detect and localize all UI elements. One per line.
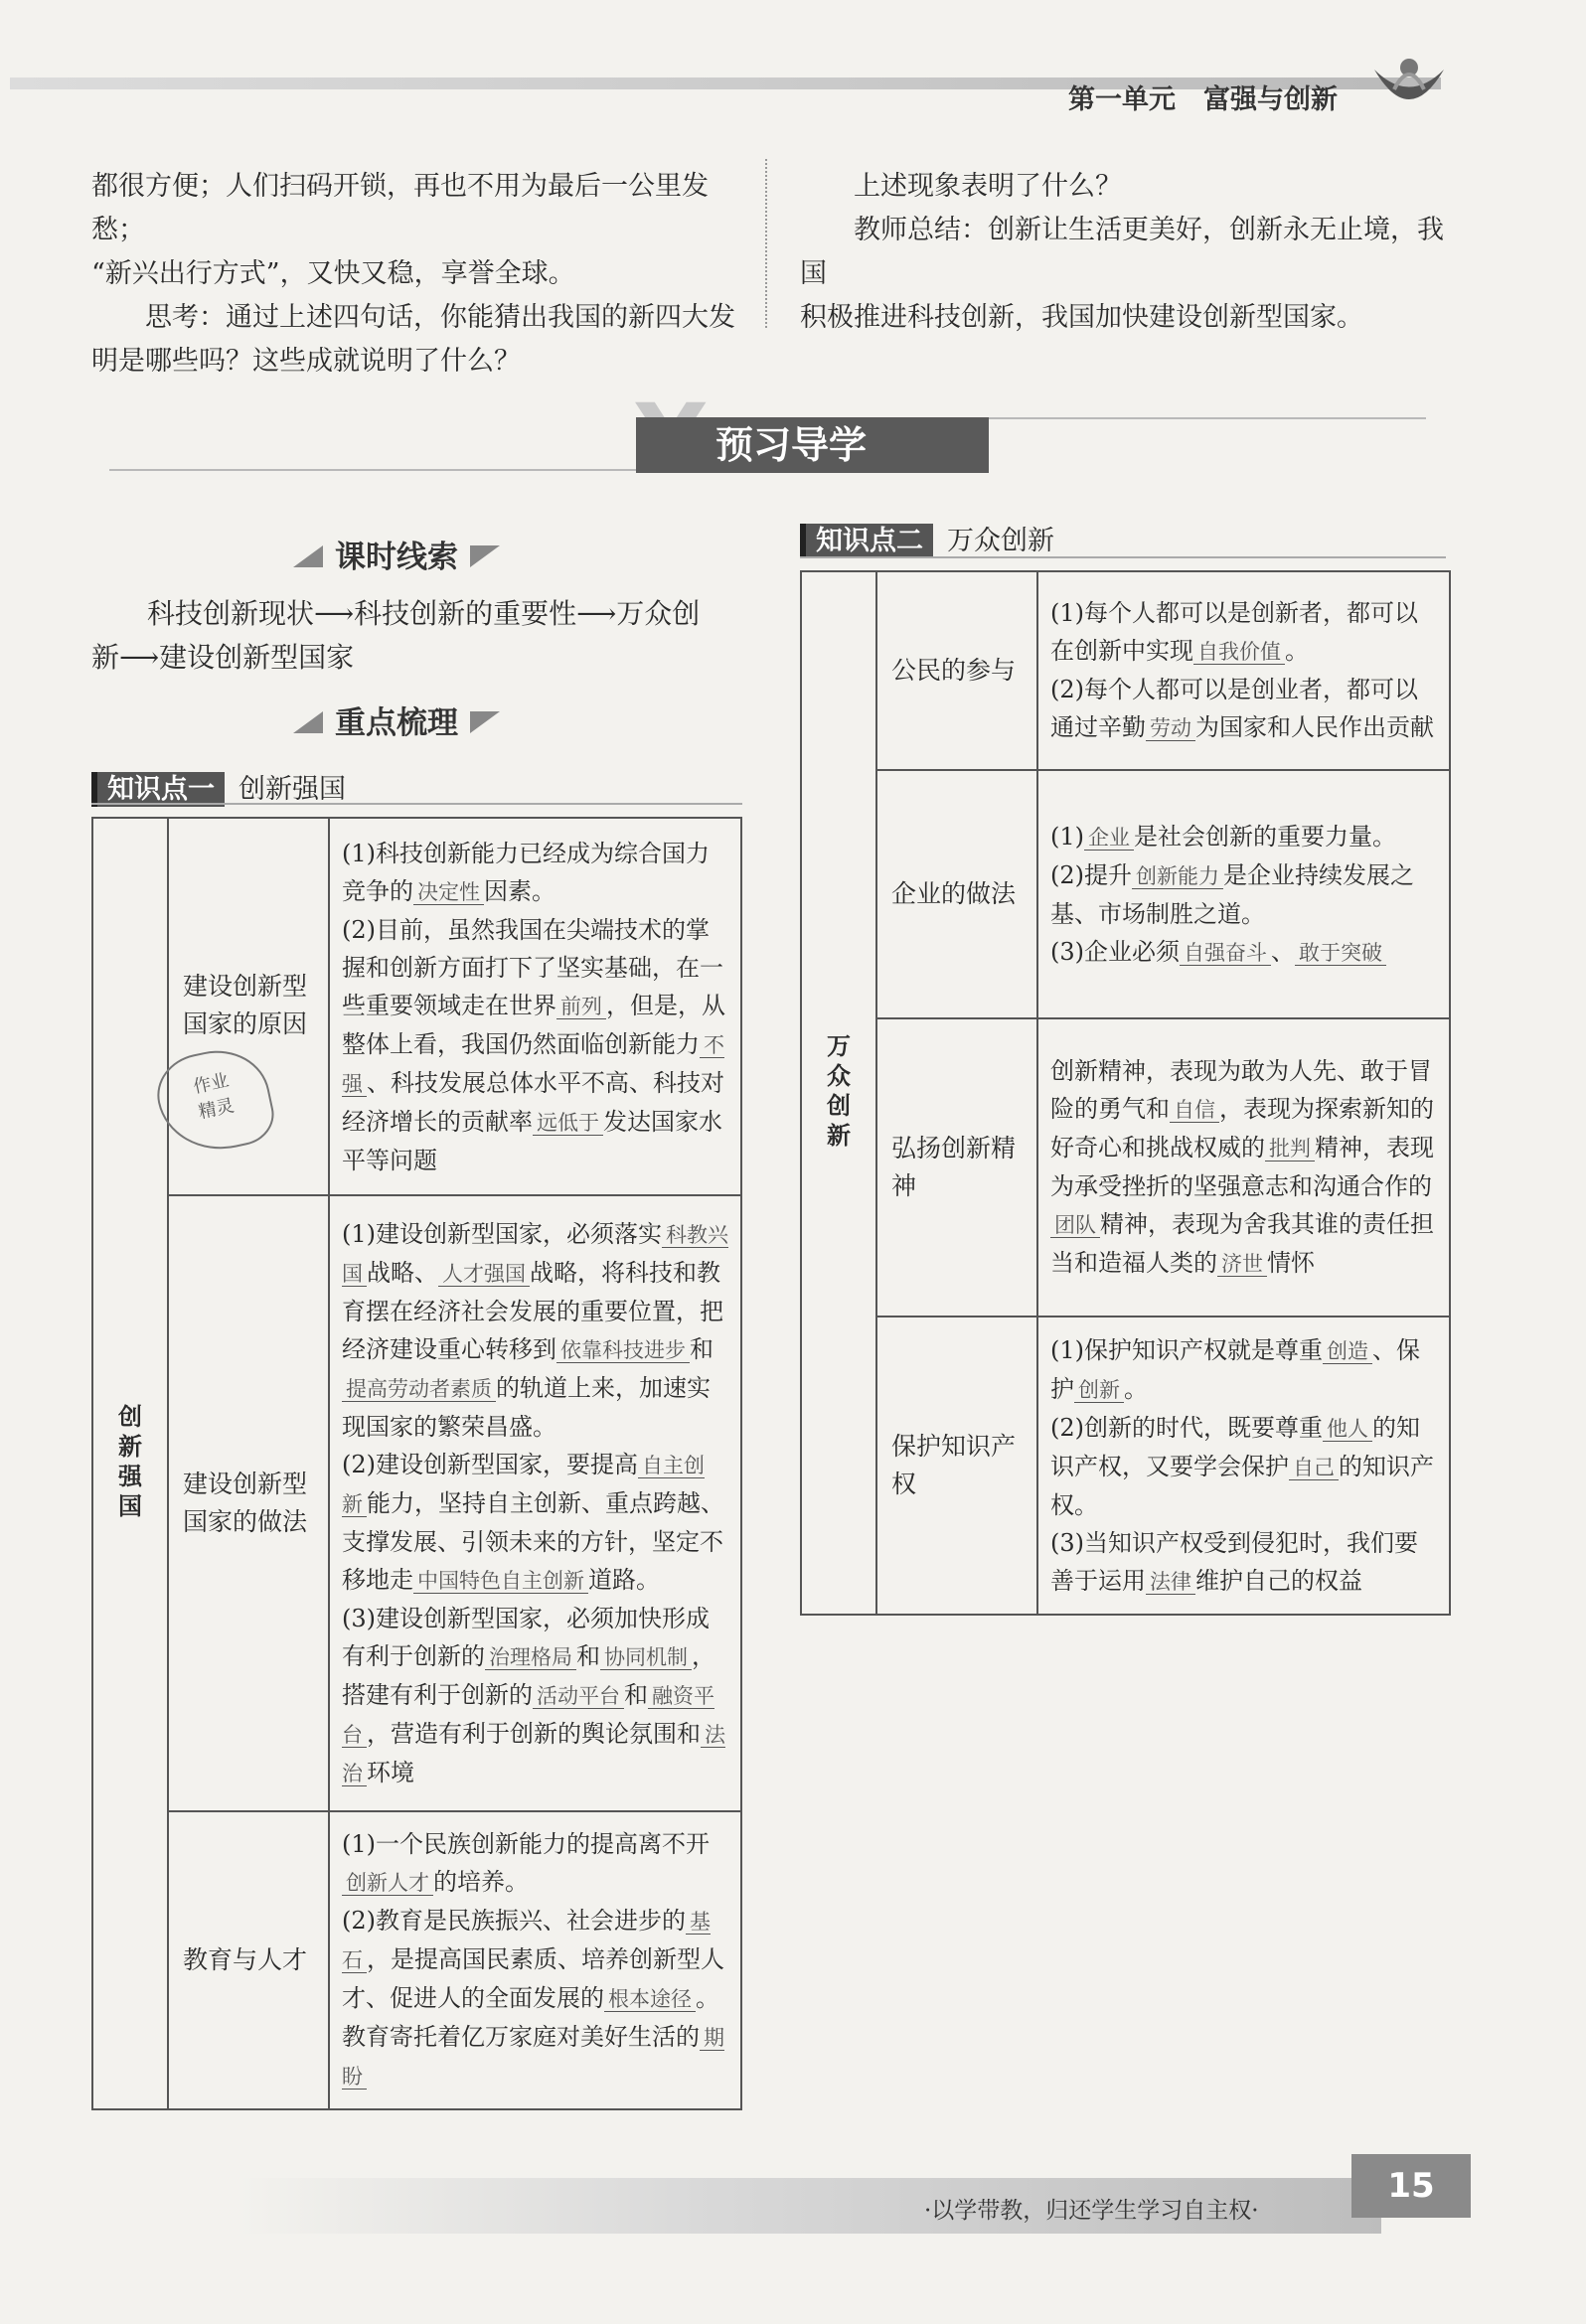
text-segment: 维护自己的权益: [1195, 1566, 1362, 1595]
text-segment: 是社会创新的重要力量。: [1134, 822, 1396, 851]
kp1-group-label: 创新强国: [117, 1403, 142, 1520]
answer-blank: 团队: [1050, 1213, 1100, 1238]
answer-blank: 自己: [1289, 1456, 1339, 1480]
answer-blank: 人才强国: [438, 1262, 530, 1287]
text-segment: (2)提升: [1050, 860, 1132, 889]
kp2-group-label: 万众创新: [826, 1032, 851, 1150]
text-segment: (2)目前，虽然我国在尖端技术的掌握和创新方面打下了坚实基础，在一些重要领域走在世界: [342, 915, 723, 1019]
intro-right: [800, 165, 1456, 340]
kp2-r3-label: 弘扬创新精神: [876, 1018, 1037, 1317]
kp2-underline: [800, 556, 1446, 558]
kp2-r2-content: [1037, 770, 1450, 1018]
banner-line-right: [989, 417, 1426, 419]
kp2-title: 万众创新: [947, 526, 1054, 556]
text-segment: (1)每个人都可以是创新者，都可以在创新中实现: [1050, 599, 1418, 665]
kp1-tag: 知识点一: [91, 772, 225, 807]
answer-blank: 创新能力: [1132, 864, 1223, 889]
answer-blank: 提高劳动者素质: [342, 1377, 496, 1402]
answer-blank: 创新人才: [342, 1871, 433, 1896]
kp1-r3-content: [329, 1811, 741, 2109]
text-segment: 的知识产权，又要学会保护: [1050, 1413, 1420, 1480]
text-segment: 。: [1124, 1374, 1148, 1403]
answer-blank: 前列: [556, 995, 606, 1019]
kp1-table: [91, 817, 742, 2110]
text-segment: (2)每个人都可以是创业者，都可以通过辛勤: [1050, 676, 1418, 741]
kp1-title: 创新强国: [238, 774, 346, 805]
text-segment: ，但是，从整体上看，我国仍然面临创新能力: [342, 991, 725, 1058]
text-segment: 、保护: [1050, 1335, 1420, 1403]
clue-text: [91, 592, 747, 680]
kp2-tag: 知识点二: [800, 524, 933, 558]
kp2-r4-label: 保护知识产权: [876, 1317, 1037, 1615]
text-segment: 为国家和人民作出贡献: [1195, 713, 1434, 741]
kp1-row-method: [92, 1195, 741, 1811]
kp1-r1-label: 建设创新型国家的原因: [168, 818, 329, 1195]
text-segment: 创新精神，表现为敢为人先、敢于冒险的勇气和: [1050, 1057, 1432, 1123]
header-title: [1068, 77, 1338, 116]
text-segment: (1)一个民族创新能力的提高离不开: [342, 1830, 710, 1858]
heading-right-icon: [470, 711, 500, 733]
text-segment: ，搭建有利于创新的: [342, 1641, 715, 1709]
text-segment: 战略，将科技和教育摆在经济社会发展的重要位置，把经济建设重心转移到: [342, 1258, 723, 1363]
answer-blank: 决定性: [413, 880, 484, 905]
text-segment: 的知识产权。: [1050, 1452, 1434, 1519]
text-segment: 的培养。: [433, 1868, 529, 1896]
text-segment: 发达国家水平等问题: [342, 1107, 722, 1174]
answer-blank: 自我价值: [1193, 640, 1285, 665]
kp1-r3-label: 教育与人才: [168, 1811, 329, 2109]
kp2-table: [800, 570, 1451, 1616]
intro-right-line: 上述现象表明了什么？: [854, 171, 1122, 202]
text-segment: 环境: [367, 1758, 414, 1786]
answer-blank: 创造: [1323, 1339, 1372, 1364]
answer-blank: 依靠科技进步: [556, 1338, 690, 1363]
kp1-r2-content: [329, 1195, 741, 1811]
answer-blank: 根本途径: [604, 1987, 696, 2012]
answer-blank: 自强奋斗: [1180, 941, 1271, 966]
answer-blank: 融资平台: [342, 1683, 714, 1747]
text-segment: (2)教育是民族振兴、社会进步的: [342, 1907, 686, 1935]
kp2-row-ip: [801, 1317, 1450, 1615]
kp2-r1-content: [1037, 571, 1450, 770]
stamp-line: 作业: [191, 1069, 232, 1098]
answer-blank: 企业: [1084, 826, 1134, 851]
text-segment: 战略、: [367, 1258, 438, 1287]
kp2-row-spirit: [801, 1018, 1450, 1317]
kp2-r1-label: 公民的参与: [876, 571, 1037, 770]
kp1-row-education: [92, 1811, 741, 2109]
heading-right-icon: [470, 545, 500, 567]
answer-blank: 济世: [1217, 1252, 1267, 1277]
text-segment: 因素。: [484, 876, 555, 905]
clue-line: 新⟶建设创新型国家: [91, 641, 355, 674]
text-segment: 和: [690, 1334, 714, 1363]
text-segment: ，表现为探索新知的好奇心和挑战权威的: [1050, 1095, 1434, 1162]
intro-left-line: 思考：通过上述四句话，你能猜出我国的新四大发: [145, 302, 735, 333]
text-segment: 能力，坚持自主创新、重点跨越、支撑发展、引领未来的方针，坚定不移地走: [342, 1488, 724, 1594]
kp2-group-cell: [801, 571, 876, 1615]
answer-blank: 活动平台: [533, 1684, 624, 1709]
section-key-heading: [293, 697, 500, 742]
kp1-underline: [91, 803, 742, 805]
section-clue-heading: [293, 532, 500, 576]
text-segment: (3)企业必须: [1050, 937, 1180, 966]
text-segment: 精神，表现为承受挫折的坚强意志和沟通合作的: [1050, 1134, 1434, 1200]
text-segment: 。教育寄托着亿万家庭对美好生活的: [342, 1984, 719, 2051]
text-segment: (2)创新的时代，既要尊重: [1050, 1413, 1323, 1442]
kp1-heading: [91, 767, 346, 806]
text-segment: (1): [1050, 822, 1084, 851]
answer-blank: 创新: [1074, 1378, 1124, 1403]
intro-right-line: 教师总结：创新让生活更美好，创新永无止境，我国: [800, 215, 1444, 289]
answer-blank: 期盼: [342, 2026, 724, 2089]
answer-blank: 协同机制: [600, 1645, 692, 1670]
clue-line: 科技创新现状⟶科技创新的重要性⟶万众创: [147, 597, 701, 630]
heading-left-icon: [293, 545, 323, 567]
text-segment: 、: [1271, 937, 1295, 966]
answer-blank: 中国特色自主创新: [413, 1569, 588, 1594]
kp2-row-enterprise: [801, 770, 1450, 1018]
text-segment: 和: [624, 1680, 648, 1709]
text-segment: 、科技发展总体水平不高、科技对经济增长的贡献率: [342, 1068, 724, 1136]
kp1-group-cell: [92, 818, 168, 2109]
intro-left-line: 明是哪些吗？这些成就说明了什么？: [91, 346, 521, 377]
stamp-line: 精灵: [196, 1095, 237, 1124]
answer-blank: 法治: [342, 1722, 725, 1785]
answer-blank: 远低于: [533, 1111, 603, 1136]
intro-left-line: 都很方便；人们扫码开锁，再也不用为最后一公里发愁；: [91, 171, 709, 245]
section-key-title: 重点梳理: [335, 705, 458, 741]
text-segment: (1)保护知识产权就是尊重: [1050, 1335, 1323, 1364]
intro-right-line: 积极推进科技创新，我国加快建设创新型国家。: [800, 302, 1363, 333]
kp2-r3-content: [1037, 1018, 1450, 1317]
text-segment: 精神，表现为舍我其谁的责任担当和造福人类的: [1050, 1210, 1434, 1277]
answer-blank: 他人: [1323, 1417, 1372, 1442]
text-segment: ，营造有利于创新的舆论氛围和: [367, 1719, 701, 1748]
answer-blank: 自信: [1170, 1098, 1219, 1123]
text-segment: 的轨道上来，加速实现国家的繁荣昌盛。: [342, 1373, 711, 1441]
heading-left-icon: [293, 711, 323, 733]
text-segment: 和: [576, 1641, 600, 1670]
kp2-heading: [800, 519, 1054, 557]
intro-left-line: “新兴出行方式”，又快又稳，享誉全球。: [91, 258, 575, 289]
answer-blank: 科教兴国: [342, 1222, 728, 1286]
answer-blank: 劳动: [1146, 716, 1195, 741]
kp2-r2-label: 企业的做法: [876, 770, 1037, 1018]
text-segment: (3)建设创新型国家，必须加快形成有利于创新的: [342, 1604, 710, 1670]
answer-blank: 自主创新: [342, 1453, 705, 1516]
banner-title: 预习导学: [636, 417, 989, 473]
text-segment: 是企业持续发展之基、市场制胜之道。: [1050, 860, 1414, 928]
text-segment: 情怀: [1267, 1249, 1315, 1277]
answer-blank: 基石: [342, 1910, 711, 1972]
text-segment: (2)建设创新型国家，要提高: [342, 1450, 638, 1478]
unit-label: 第一单元: [1068, 84, 1176, 115]
answer-blank: 不强: [342, 1032, 724, 1096]
banner-line-left: [109, 469, 636, 471]
text-segment: ，是提高国民素质、培养创新型人才、促进人的全面发展的: [342, 1945, 724, 2012]
logo-icon: [1369, 50, 1449, 119]
text-segment: 道路。: [588, 1565, 660, 1594]
section-clue-title: 课时线索: [335, 540, 458, 575]
text-segment: (3)当知识产权受到侵犯时，我们要善于运用: [1050, 1528, 1418, 1595]
answer-blank: 治理格局: [485, 1645, 576, 1670]
answer-blank: 法律: [1146, 1570, 1195, 1595]
kp1-r1-content: [329, 818, 741, 1195]
text-segment: (1)科技创新能力已经成为综合国力竞争的: [342, 839, 710, 905]
column-divider: [765, 159, 767, 328]
answer-blank: 敢于突破: [1295, 941, 1386, 966]
page-number: 15: [1351, 2154, 1471, 2218]
text-segment: 。: [1285, 637, 1309, 665]
kp1-r2-label: 建设创新型国家的做法: [168, 1195, 329, 1811]
kp2-r4-content: [1037, 1317, 1450, 1615]
footer-slogan: ·以学带教，归还学生学习自主权·: [924, 2198, 1259, 2224]
kp2-row-citizen: [801, 571, 1450, 770]
intro-left: [91, 165, 747, 384]
text-segment: (1)建设创新型国家，必须落实: [342, 1219, 662, 1248]
unit-title: 富强与创新: [1203, 84, 1338, 115]
answer-blank: 批判: [1265, 1137, 1315, 1162]
